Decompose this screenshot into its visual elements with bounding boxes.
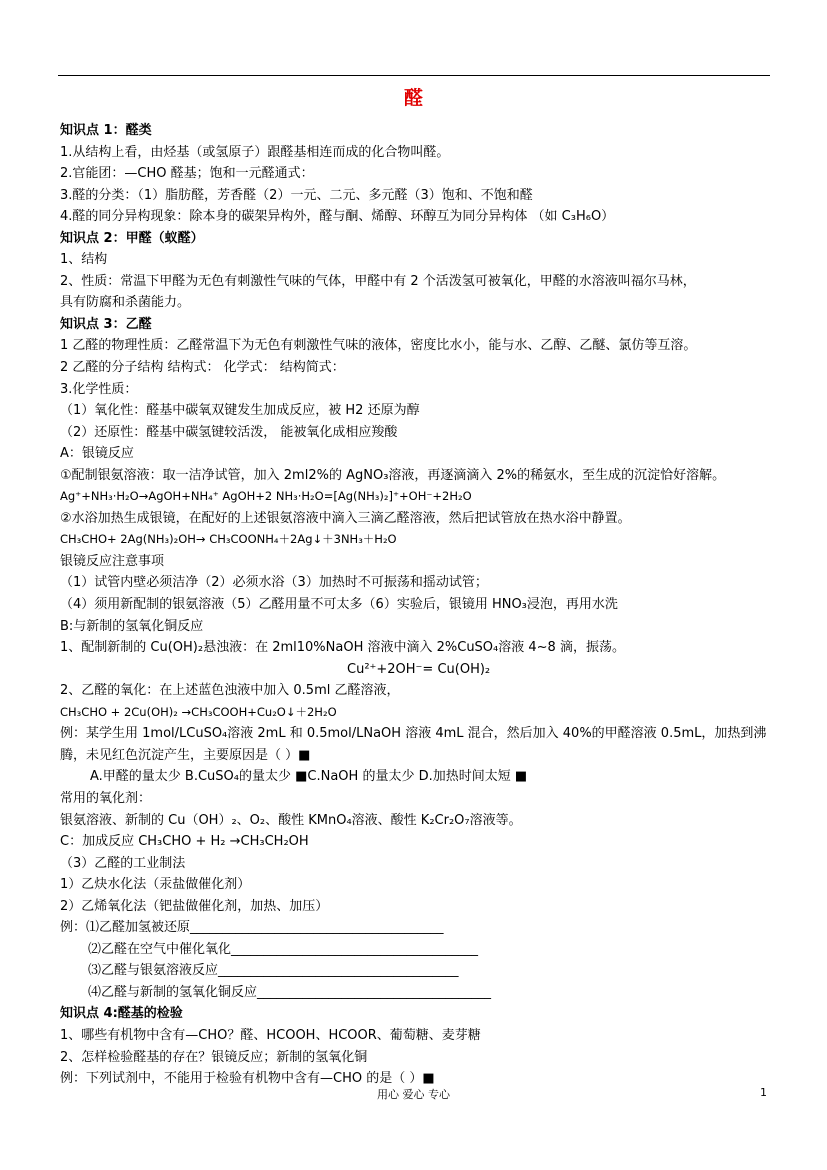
- text-line: 常用的氧化剂：: [60, 790, 152, 806]
- text-line: ⑷乙醛与新制的氢氧化铜反应____________________________________: [88, 984, 492, 1000]
- text-line: 3.化学性质：: [60, 381, 138, 397]
- text-line: 银镜反应注意事项: [60, 553, 165, 569]
- text-line: 1.从结构上看，由烃基（或氢原子）跟醛基相连而成的化合物叫醛。: [60, 144, 450, 160]
- header-rule: [58, 75, 770, 76]
- page-title: 醛: [403, 87, 423, 109]
- text-line: ⑵乙醛在空气中催化氧化______________________________________: [88, 941, 479, 957]
- text-line: 2、性质：常温下甲醛为无色有刺激性气味的气体，甲醛中有 2 个活泼氢可被氧化，甲醛的水溶液叫福尔马林，: [60, 273, 696, 289]
- text-line: 1、哪些有机物中含有—CHO？醛、HCOOH、HCOOR、葡萄糖、麦芽糖: [60, 1027, 481, 1043]
- text-line: 腾，未见红色沉淀产生，主要原因是（ ）■: [60, 747, 311, 763]
- text-line: （2）还原性：醛基中碳氢键较活泼， 能被氧化成相应羧酸: [60, 424, 398, 440]
- text-line: （1）试管内壁必须洁净（2）必须水浴（3）加热时不可振荡和摇动试管；: [60, 575, 488, 591]
- text-line: 例：下列试剂中，不能用于检验有机物中含有—CHO 的是（ ）■: [60, 1071, 435, 1087]
- text-line: 1、配制新制的 Cu(OH)₂悬浊液：在 2ml10%NaOH 溶液中滴入 2%CuSO₄溶液 4~8 滴，振荡。: [60, 640, 625, 656]
- text-line: 例：某学生用 1mol/LCuSO₄溶液 2mL 和 0.5mol/LNaOH 溶液 4mL 混合，然后加入 40%的甲醛溶液 0.5mL，加热到沸: [60, 726, 767, 742]
- text-line: 具有防腐和杀菌能力。: [60, 295, 191, 311]
- text-line: 银氨溶液、新制的 Cu（OH）₂、O₂、酸性 KMnO₄溶液、酸性 K₂Cr₂O₇溶液等。: [60, 812, 522, 828]
- text-line: （1）氧化性：醛基中碳氧双键发生加成反应，被 H2 还原为醇: [60, 403, 420, 419]
- text-line: 2.官能团：—CHO 醛基；饱和一元醛通式：: [60, 166, 314, 182]
- page-number: 1: [760, 1086, 767, 1099]
- section-heading: 知识点 4:醛基的检验: [60, 1006, 183, 1022]
- document-body: [60, 120, 772, 1090]
- text-line: 2）乙烯氧化法（钯盐做催化剂，加热、加压）: [60, 898, 329, 914]
- text-line: ①配制银氨溶液：取一洁净试管，加入 2ml2%的 AgNO₃溶液，再逐滴滴入 2%的稀氨水，至生成的沉淀恰好溶解。: [60, 467, 726, 483]
- text-line: Cu²⁺+2OH⁻= Cu(OH)₂: [347, 661, 491, 677]
- text-line: （4）须用新配制的银氨溶液（5）乙醛用量不可太多（6）实验后，银镜用 HNO₃浸泡，再用水洗: [60, 597, 618, 613]
- section-heading: 知识点 1：醛类: [60, 123, 152, 138]
- page-footer: 用心 爱心 专心: [377, 1088, 450, 1101]
- text-line: A：银镜反应: [60, 446, 134, 462]
- text-line: ②水浴加热生成银镜，在配好的上述银氨溶液中滴入三滴乙醛溶液，然后把试管放在热水浴中静置。: [60, 510, 631, 526]
- text-line: 1、结构: [60, 252, 108, 268]
- text-line: 1）乙炔水化法（汞盐做催化剂）: [60, 877, 251, 893]
- section-heading: 知识点 3：乙醛: [60, 316, 152, 332]
- text-line: ⑶乙醛与银氨溶液反应_____________________________________: [88, 963, 459, 979]
- text-line: A.甲醛的量太少 B.CuSO₄的量太少 ■C.NaOH 的量太少 D.加热时间太短 ■: [90, 769, 528, 785]
- text-line: B:与新制的氢氧化铜反应: [60, 618, 204, 634]
- text-line: 4.醛的同分异构现象：除本身的碳架异构外，醛与酮、烯醇、环醇互为同分异构体 （如 C₃H₆O）: [60, 209, 615, 225]
- text-line: 2、乙醛的氧化：在上述蓝色浊液中加入 0.5ml 乙醛溶液，: [60, 683, 400, 699]
- text-line: 2 乙醛的分子结构 结构式： 化学式： 结构简式：: [60, 360, 345, 376]
- text-line: 3.醛的分类：（1）脂肪醛，芳香醛（2）一元、二元、多元醛（3）饱和、不饱和醛: [60, 187, 533, 203]
- text-line: Ag⁺+NH₃·H₂O→AgOH+NH₄⁺ AgOH+2 NH₃·H₂O=[Ag(NH₃)₂]⁺+OH⁻+2H₂O: [60, 489, 472, 504]
- section-heading: 知识点 2：甲醛（蚁醛）: [60, 230, 204, 246]
- text-line: CH₃CHO+ 2Ag(NH₃)₂OH→ CH₃COONH₄＋2Ag↓＋3NH₃＋H₂O: [60, 532, 397, 547]
- text-line: 2、怎样检验醛基的存在？银镜反应；新制的氢氧化铜: [60, 1049, 368, 1065]
- text-line: 例：⑴乙醛加氢被还原_______________________________________: [60, 920, 444, 936]
- text-line: 1 乙醛的物理性质：乙醛常温下为无色有刺激性气味的液体，密度比水小，能与水、乙醇、乙醚、氯仿等互溶。: [60, 338, 697, 354]
- text-line: CH₃CHO + 2Cu(OH)₂ →CH₃COOH+Cu₂O↓＋2H₂O: [60, 704, 337, 719]
- text-line: C：加成反应 CH₃CHO + H₂ →CH₃CH₂OH: [60, 834, 309, 850]
- text-line: （3）乙醛的工业制法: [60, 855, 186, 871]
